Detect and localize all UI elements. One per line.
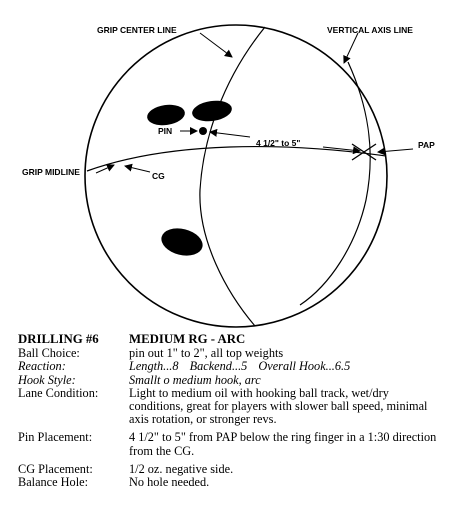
finger-hole-left	[146, 102, 186, 127]
distance-arrow-left	[210, 132, 250, 137]
vertical-axis-line-label: VERTICAL AXIS LINE	[327, 25, 413, 35]
cg-placement-label: CG Placement:	[18, 461, 93, 476]
reaction-backend: Backend...5	[189, 359, 248, 374]
vertical-axis-line-arrow	[344, 33, 358, 63]
finger-hole-right	[191, 98, 233, 123]
drilling-title: MEDIUM RG - ARC	[129, 332, 246, 346]
vertical-axis-line	[300, 62, 370, 305]
drilling-number: DRILLING #6	[18, 332, 99, 346]
hook-style-row	[18, 374, 458, 387]
grip-midline-arrow	[96, 165, 114, 173]
reaction-row	[18, 360, 458, 373]
pin-label: PIN	[158, 126, 173, 136]
distance-label: 4 1/2" to 5"	[256, 138, 301, 148]
thumb-hole	[158, 224, 205, 259]
drilling-spec	[18, 333, 458, 489]
balance-hole-value: No hole needed.	[129, 475, 210, 490]
reaction-overall: Overall Hook...6.5	[258, 359, 351, 374]
ball-choice-label: Ball Choice:	[18, 346, 80, 361]
lane-condition-value: Light to medium oil with hooking ball track, wet/dry conditions, great for players with slower ball speed, minimal axis rotation, or stronger revs.	[129, 385, 428, 427]
reaction-value	[129, 360, 446, 373]
hook-style-value: Smallt o medium hook, arc	[129, 372, 261, 387]
pin-placement-label: Pin Placement:	[18, 430, 93, 445]
balance-hole-row	[18, 476, 458, 489]
cg-arrow	[125, 166, 150, 172]
cg-placement-value: 1/2 oz. negative side.	[129, 461, 234, 476]
grip-midline-label: GRIP MIDLINE	[22, 167, 80, 177]
cg-label: CG	[152, 171, 165, 181]
pin-placement-value: 4 1/2" to 5" from PAP below the ring finger in a 1:30 direction from the CG.	[129, 430, 437, 458]
grip-center-line-label: GRIP CENTER LINE	[97, 25, 177, 35]
ball-choice-value: pin out 1" to 2", all top weights	[129, 346, 284, 361]
hook-style-label: Hook Style:	[18, 372, 76, 387]
pap-arrow	[378, 149, 413, 152]
spec-header	[18, 333, 458, 346]
pap-label: PAP	[418, 140, 435, 150]
pin-dot	[199, 127, 207, 135]
balance-hole-label: Balance Hole:	[18, 475, 88, 490]
reaction-length: Length...8	[129, 359, 179, 374]
grip-center-line-arrow	[200, 33, 232, 57]
grip-center-line	[200, 27, 265, 326]
lane-condition-label: Lane Condition:	[18, 385, 99, 400]
pin-placement-row	[18, 431, 458, 457]
reaction-label: Reaction:	[18, 359, 66, 374]
lane-condition-row	[18, 387, 458, 427]
